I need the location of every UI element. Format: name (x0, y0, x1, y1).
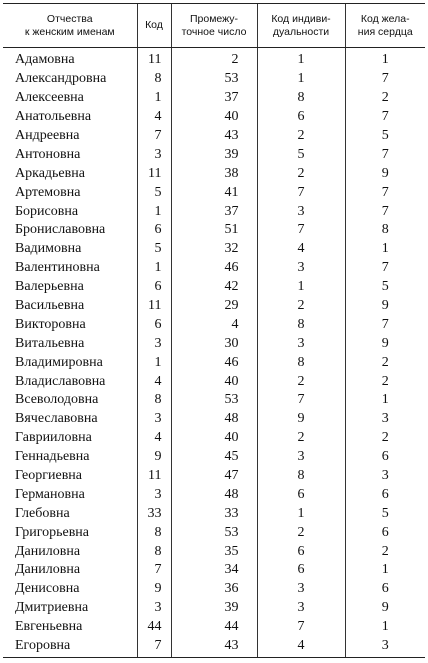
code-cell: 8 (137, 70, 171, 89)
patronymic-cell: Глебовна (15, 505, 70, 521)
table-row (3, 278, 425, 297)
code-cell: 7 (137, 561, 171, 580)
table-row (3, 108, 425, 127)
table-row (3, 561, 425, 580)
intermediate-number-cell: 39 (171, 599, 257, 618)
patronymic-cell: Андреевна (15, 128, 80, 143)
table-row (3, 334, 425, 353)
intermediate-number-cell: 38 (171, 164, 257, 183)
header-intermediate-number: Промежу- точное число (171, 4, 257, 48)
table-header (3, 4, 425, 48)
code-cell: 4 (137, 429, 171, 448)
individuality-code-cell: 8 (257, 315, 345, 334)
code-cell: 3 (137, 485, 171, 504)
code-cell: 6 (137, 315, 171, 334)
heart-desire-code-cell: 5 (345, 127, 425, 146)
heart-desire-code-cell: 9 (345, 334, 425, 353)
code-cell: 11 (137, 297, 171, 316)
intermediate-number-cell: 30 (171, 334, 257, 353)
table-row (3, 542, 425, 561)
intermediate-number-cell: 34 (171, 561, 257, 580)
patronymic-cell: Аркадьевна (15, 165, 85, 181)
heart-desire-code-cell: 9 (345, 164, 425, 183)
intermediate-number-cell: 40 (171, 372, 257, 391)
individuality-code-cell: 3 (257, 448, 345, 467)
patronymics-table (3, 3, 425, 658)
individuality-code-cell: 6 (257, 108, 345, 127)
table-row (3, 429, 425, 448)
patronymic-cell: Денисовна (15, 581, 80, 597)
heart-desire-code-cell: 6 (345, 580, 425, 599)
patronymic-cell: Даниловна (15, 562, 81, 578)
code-cell: 3 (137, 410, 171, 429)
individuality-code-cell: 2 (257, 297, 345, 316)
table-row (3, 315, 425, 334)
heart-desire-code-cell: 7 (345, 315, 425, 334)
patronymic-cell: Егоровна (3, 637, 137, 657)
heart-desire-code-cell: 7 (345, 202, 425, 221)
individuality-code-cell: 2 (257, 429, 345, 448)
intermediate-number-cell: 4 (171, 315, 257, 334)
table-row (3, 523, 425, 542)
individuality-code-cell: 3 (257, 580, 345, 599)
code-cell: 3 (137, 334, 171, 353)
table-row (3, 48, 425, 70)
individuality-code-cell: 3 (257, 259, 345, 278)
table-row (3, 599, 425, 618)
patronymic-cell: Всеволодовна (15, 392, 99, 408)
table-row (3, 240, 425, 259)
heart-desire-code-cell: 3 (345, 410, 425, 429)
intermediate-number-cell: 43 (171, 637, 257, 657)
individuality-code-cell: 2 (257, 372, 345, 391)
table-row (3, 353, 425, 372)
patronymic-cell: Алексеевна (15, 90, 84, 106)
patronymic-cell: Евгеньевна (15, 619, 83, 635)
patronymic-cell: Гаврииловна (15, 430, 92, 446)
intermediate-number-cell: 29 (171, 297, 257, 316)
individuality-code-cell: 8 (257, 353, 345, 372)
heart-desire-code-cell: 2 (345, 89, 425, 108)
heart-desire-code-cell: 1 (345, 618, 425, 637)
table-row (3, 164, 425, 183)
code-cell: 11 (137, 164, 171, 183)
code-cell: 3 (137, 145, 171, 164)
table-row (3, 467, 425, 486)
individuality-code-cell: 4 (257, 637, 345, 657)
heart-desire-code-cell: 7 (345, 259, 425, 278)
intermediate-number-cell: 39 (171, 145, 257, 164)
intermediate-number-cell: 46 (171, 259, 257, 278)
heart-desire-code-cell: 1 (345, 391, 425, 410)
intermediate-number-cell: 47 (171, 467, 257, 486)
patronymic-cell: Антоновна (15, 146, 81, 162)
heart-desire-code-cell: 8 (345, 221, 425, 240)
intermediate-number-cell: 48 (171, 410, 257, 429)
intermediate-number-cell: 44 (171, 618, 257, 637)
heart-desire-code-cell: 1 (345, 240, 425, 259)
table-row (3, 637, 425, 657)
individuality-code-cell: 8 (257, 89, 345, 108)
code-cell: 8 (137, 391, 171, 410)
individuality-code-cell: 6 (257, 542, 345, 561)
code-cell: 3 (137, 599, 171, 618)
intermediate-number-cell: 37 (171, 202, 257, 221)
patronymic-cell: Германовна (15, 486, 85, 502)
intermediate-number-cell: 45 (171, 448, 257, 467)
heart-desire-code-cell: 7 (345, 183, 425, 202)
table-row (3, 485, 425, 504)
patronymic-cell: Васильевна (15, 298, 85, 314)
header-heart-desire-code: Код жела- ния сердца (345, 4, 425, 48)
individuality-code-cell: 5 (257, 145, 345, 164)
patronymic-cell: Борисовна (15, 203, 79, 219)
patronymic-cell: Артемовна (15, 184, 81, 200)
heart-desire-code-cell: 7 (345, 108, 425, 127)
code-cell: 5 (137, 183, 171, 202)
header-code: Код (137, 4, 171, 48)
individuality-code-cell: 9 (257, 410, 345, 429)
intermediate-number-cell: 46 (171, 353, 257, 372)
patronymic-cell: Витальевна (15, 335, 85, 351)
table-row (3, 448, 425, 467)
code-cell: 5 (137, 240, 171, 259)
code-cell: 44 (137, 618, 171, 637)
heart-desire-code-cell: 2 (345, 542, 425, 561)
code-cell: 11 (137, 467, 171, 486)
heart-desire-code-cell: 5 (345, 278, 425, 297)
code-cell: 1 (137, 89, 171, 108)
table-row (3, 391, 425, 410)
patronymic-cell: Анатольевна (15, 109, 92, 125)
patronymic-cell: Владимировна (15, 354, 103, 370)
table-row (3, 202, 425, 221)
patronymic-cell: Вячеславовна (15, 411, 98, 427)
heart-desire-code-cell: 9 (345, 599, 425, 618)
heart-desire-code-cell: 9 (345, 297, 425, 316)
individuality-code-cell: 3 (257, 334, 345, 353)
code-cell: 1 (137, 353, 171, 372)
intermediate-number-cell: 40 (171, 429, 257, 448)
intermediate-number-cell: 48 (171, 485, 257, 504)
code-cell: 4 (137, 108, 171, 127)
table-row (3, 183, 425, 202)
intermediate-number-cell: 37 (171, 89, 257, 108)
patronymic-cell: Георгиевна (15, 468, 83, 484)
individuality-code-cell: 1 (257, 48, 345, 70)
code-cell: 7 (137, 637, 171, 657)
heart-desire-code-cell: 7 (345, 145, 425, 164)
code-cell: 1 (137, 202, 171, 221)
individuality-code-cell: 1 (257, 278, 345, 297)
intermediate-number-cell: 41 (171, 183, 257, 202)
intermediate-number-cell: 51 (171, 221, 257, 240)
heart-desire-code-cell: 7 (345, 70, 425, 89)
intermediate-number-cell: 53 (171, 523, 257, 542)
table-row (3, 297, 425, 316)
patronymic-cell: Вадимовна (15, 241, 82, 257)
individuality-code-cell: 7 (257, 618, 345, 637)
table-row (3, 145, 425, 164)
heart-desire-code-cell: 6 (345, 448, 425, 467)
individuality-code-cell: 7 (257, 183, 345, 202)
code-cell: 6 (137, 221, 171, 240)
patronymic-cell: Владиславовна (15, 373, 106, 389)
intermediate-number-cell: 33 (171, 504, 257, 523)
table-row (3, 221, 425, 240)
code-cell: 11 (137, 48, 171, 70)
individuality-code-cell: 1 (257, 70, 345, 89)
heart-desire-code-cell: 3 (345, 637, 425, 657)
individuality-code-cell: 2 (257, 523, 345, 542)
table-row (3, 580, 425, 599)
patronymic-cell: Викторовна (15, 316, 86, 332)
individuality-code-cell: 6 (257, 485, 345, 504)
intermediate-number-cell: 35 (171, 542, 257, 561)
code-cell: 9 (137, 580, 171, 599)
table-row (3, 504, 425, 523)
patronymic-cell: Валентиновна (15, 260, 100, 276)
patronymic-cell: Александровна (15, 71, 107, 87)
patronymic-cell: Григорьевна (15, 524, 90, 540)
intermediate-number-cell: 40 (171, 108, 257, 127)
code-cell: 33 (137, 504, 171, 523)
table-row (3, 89, 425, 108)
code-cell: 8 (137, 542, 171, 561)
individuality-code-cell: 3 (257, 599, 345, 618)
individuality-code-cell: 4 (257, 240, 345, 259)
individuality-code-cell: 2 (257, 127, 345, 146)
individuality-code-cell: 7 (257, 391, 345, 410)
patronymic-cell: Геннадьевна (15, 449, 90, 465)
heart-desire-code-cell: 2 (345, 353, 425, 372)
code-cell: 1 (137, 259, 171, 278)
heart-desire-code-cell: 2 (345, 429, 425, 448)
code-cell: 9 (137, 448, 171, 467)
heart-desire-code-cell: 1 (345, 561, 425, 580)
heart-desire-code-cell: 1 (345, 48, 425, 70)
heart-desire-code-cell: 6 (345, 485, 425, 504)
table-row (3, 259, 425, 278)
code-cell: 7 (137, 127, 171, 146)
header-row (3, 4, 425, 48)
individuality-code-cell: 7 (257, 221, 345, 240)
heart-desire-code-cell: 3 (345, 467, 425, 486)
code-cell: 4 (137, 372, 171, 391)
intermediate-number-cell: 32 (171, 240, 257, 259)
individuality-code-cell: 3 (257, 202, 345, 221)
heart-desire-code-cell: 2 (345, 372, 425, 391)
individuality-code-cell: 2 (257, 164, 345, 183)
intermediate-number-cell: 42 (171, 278, 257, 297)
table-row (3, 372, 425, 391)
patronymic-cell: Адамовна (15, 52, 75, 68)
intermediate-number-cell: 43 (171, 127, 257, 146)
patronymic-cell: Брониславовна (15, 222, 106, 238)
individuality-code-cell: 1 (257, 504, 345, 523)
table-row (3, 70, 425, 89)
header-individuality-code: Код индиви- дуальности (257, 4, 345, 48)
code-cell: 6 (137, 278, 171, 297)
code-cell: 8 (137, 523, 171, 542)
table-body (3, 48, 425, 658)
table-row (3, 410, 425, 429)
intermediate-number-cell: 2 (171, 48, 257, 70)
header-patronymic: Отчества к женским именам (3, 4, 137, 48)
table-row (3, 127, 425, 146)
individuality-code-cell: 6 (257, 561, 345, 580)
individuality-code-cell: 8 (257, 467, 345, 486)
table-row (3, 618, 425, 637)
patronymic-cell: Дмитриевна (15, 600, 89, 616)
patronymic-cell: Даниловна (15, 543, 81, 559)
intermediate-number-cell: 36 (171, 580, 257, 599)
heart-desire-code-cell: 5 (345, 504, 425, 523)
intermediate-number-cell: 53 (171, 70, 257, 89)
patronymic-cell: Валерьевна (15, 279, 84, 295)
heart-desire-code-cell: 6 (345, 523, 425, 542)
intermediate-number-cell: 53 (171, 391, 257, 410)
